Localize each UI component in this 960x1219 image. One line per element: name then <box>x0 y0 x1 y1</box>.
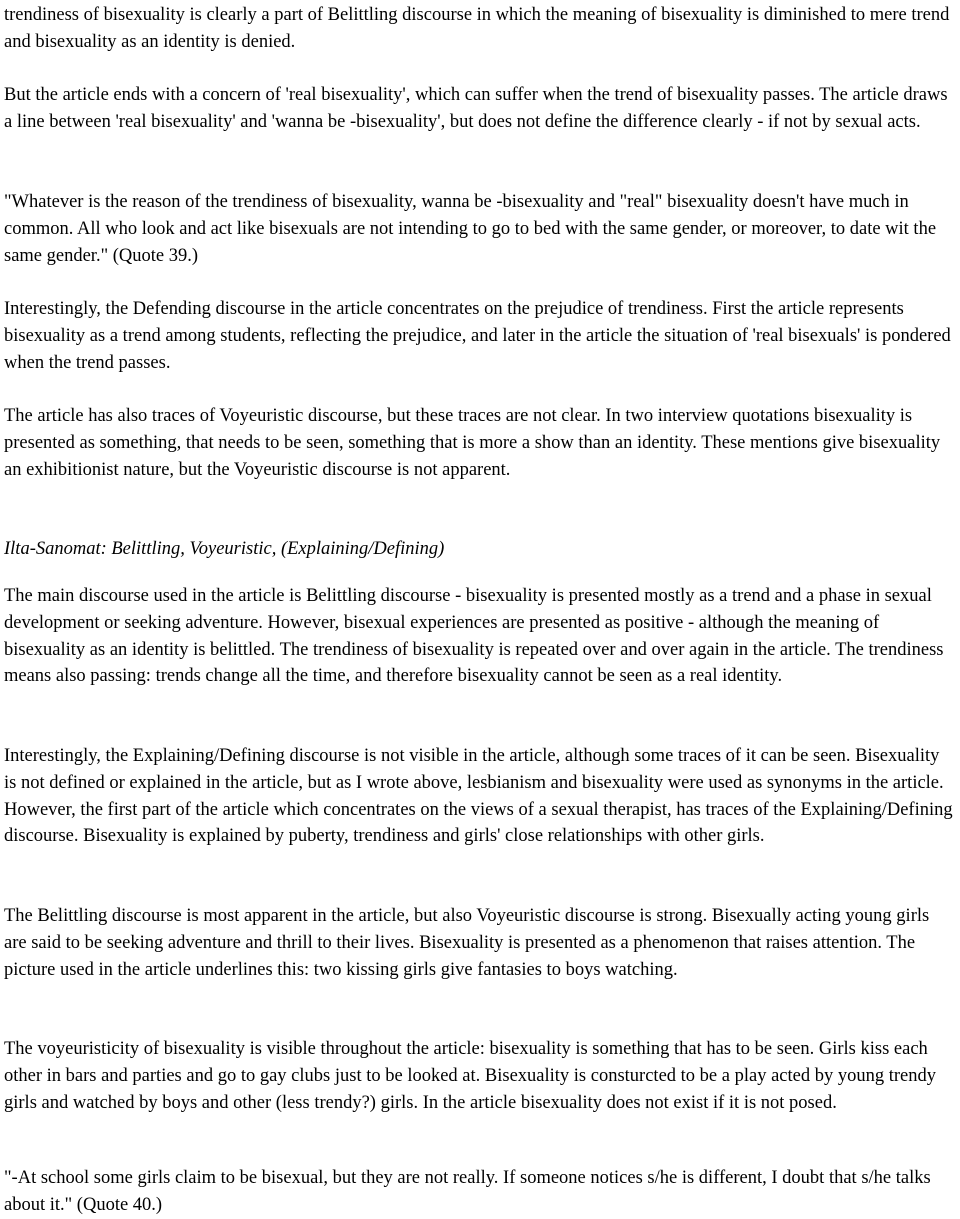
paragraph-voyeuristic-traces: The article has also traces of Voyeuristic discourse, but these traces are not clear. In two interview quotations bisexuality is presented as something, that needs to be seen, something that is more a show than an identity. These mentions give bisexuality an exhibitionist nature, but the Voyeuristic discourse is not apparent. <box>4 406 941 480</box>
paragraph-quote-40: "-At school some girls claim to be bisexual, but they are not really. If someone notices s/he is different, I doubt that s/he talks about it." (Quote 40.) <box>4 1168 931 1215</box>
paragraph-voyeuristicity: The voyeuristicity of bisexuality is visible throughout the article: bisexuality is something that has to be seen. Girls kiss each other in bars and parties and go to gay clubs just to be looked at. Bisexuality is consturcted to be a play acted by young trendy girls and watched by boys and other (less trendy?) girls. In the article bisexuality does not exist if it is not posed. <box>4 1039 936 1113</box>
paragraph-main-discourse: The main discourse used in the article is Belittling discourse - bisexuality is presented mostly as a trend and a phase in sexual development or seeking adventure. However, bisexual experiences are presented as positive - although the meaning of bisexuality as an identity is belittled. The trendiness of bisexuality is repeated over and over again in the article. The trendiness means also passing: trends change all the time, and therefore bisexuality cannot be seen as a real identity. <box>4 586 944 687</box>
section-heading-ilta-sanomat: Ilta-Sanomat: Belittling, Voyeuristic, (Explaining/Defining) <box>4 539 445 559</box>
paragraph-quote-39: "Whatever is the reason of the trendiness of bisexuality, wanna be -bisexuality and "real" bisexuality doesn't have much in common. All who look and act like bisexuals are not intending to go to bed with the same gender, or moreover, to date wit the same gender." (Quote 39.) <box>4 192 937 266</box>
paragraph-explaining-defining: Interestingly, the Explaining/Defining discourse is not visible in the article, although some traces of it can be seen. Bisexuality is not defined or explained in the article, but as I wrote above, lesbianism and bisexuality were used as synonyms in the article. However, the first part of the article which concentrates on the views of a sexual therapist, has traces of the Explaining/Defining discourse. Bisexuality is explained by puberty, trendiness and girls' close relationships with other girls. <box>4 746 953 847</box>
paragraph-real-bisexuality: But the article ends with a concern of 'real bisexuality', which can suffer when the trend of bisexuality passes. The article draws a line between 'real bisexuality' and 'wanna be -bisexuality', but does not define the difference clearly - if not by sexual acts. <box>4 85 948 132</box>
paragraph-belittling-intro: trendiness of bisexuality is clearly a part of Belittling discourse in which the meaning of bisexuality is diminished to mere trend and bisexuality as an identity is denied. <box>4 5 950 52</box>
paragraph-defending-discourse: Interestingly, the Defending discourse in the article concentrates on the prejudice of trendiness. First the article represents bisexuality as a trend among students, reflecting the prejudice, and later in the article the situation of 'real bisexuals' is pondered when the trend passes. <box>4 299 951 373</box>
paragraph-belittling-apparent: The Belittling discourse is most apparent in the article, but also Voyeuristic discourse is strong. Bisexually acting young girls are said to be seeking adventure and thrill to their lives. Bisexuality is presented as a phenomenon that raises attention. The picture used in the article underlines this: two kissing girls give fantasies to boys watching. <box>4 906 930 980</box>
